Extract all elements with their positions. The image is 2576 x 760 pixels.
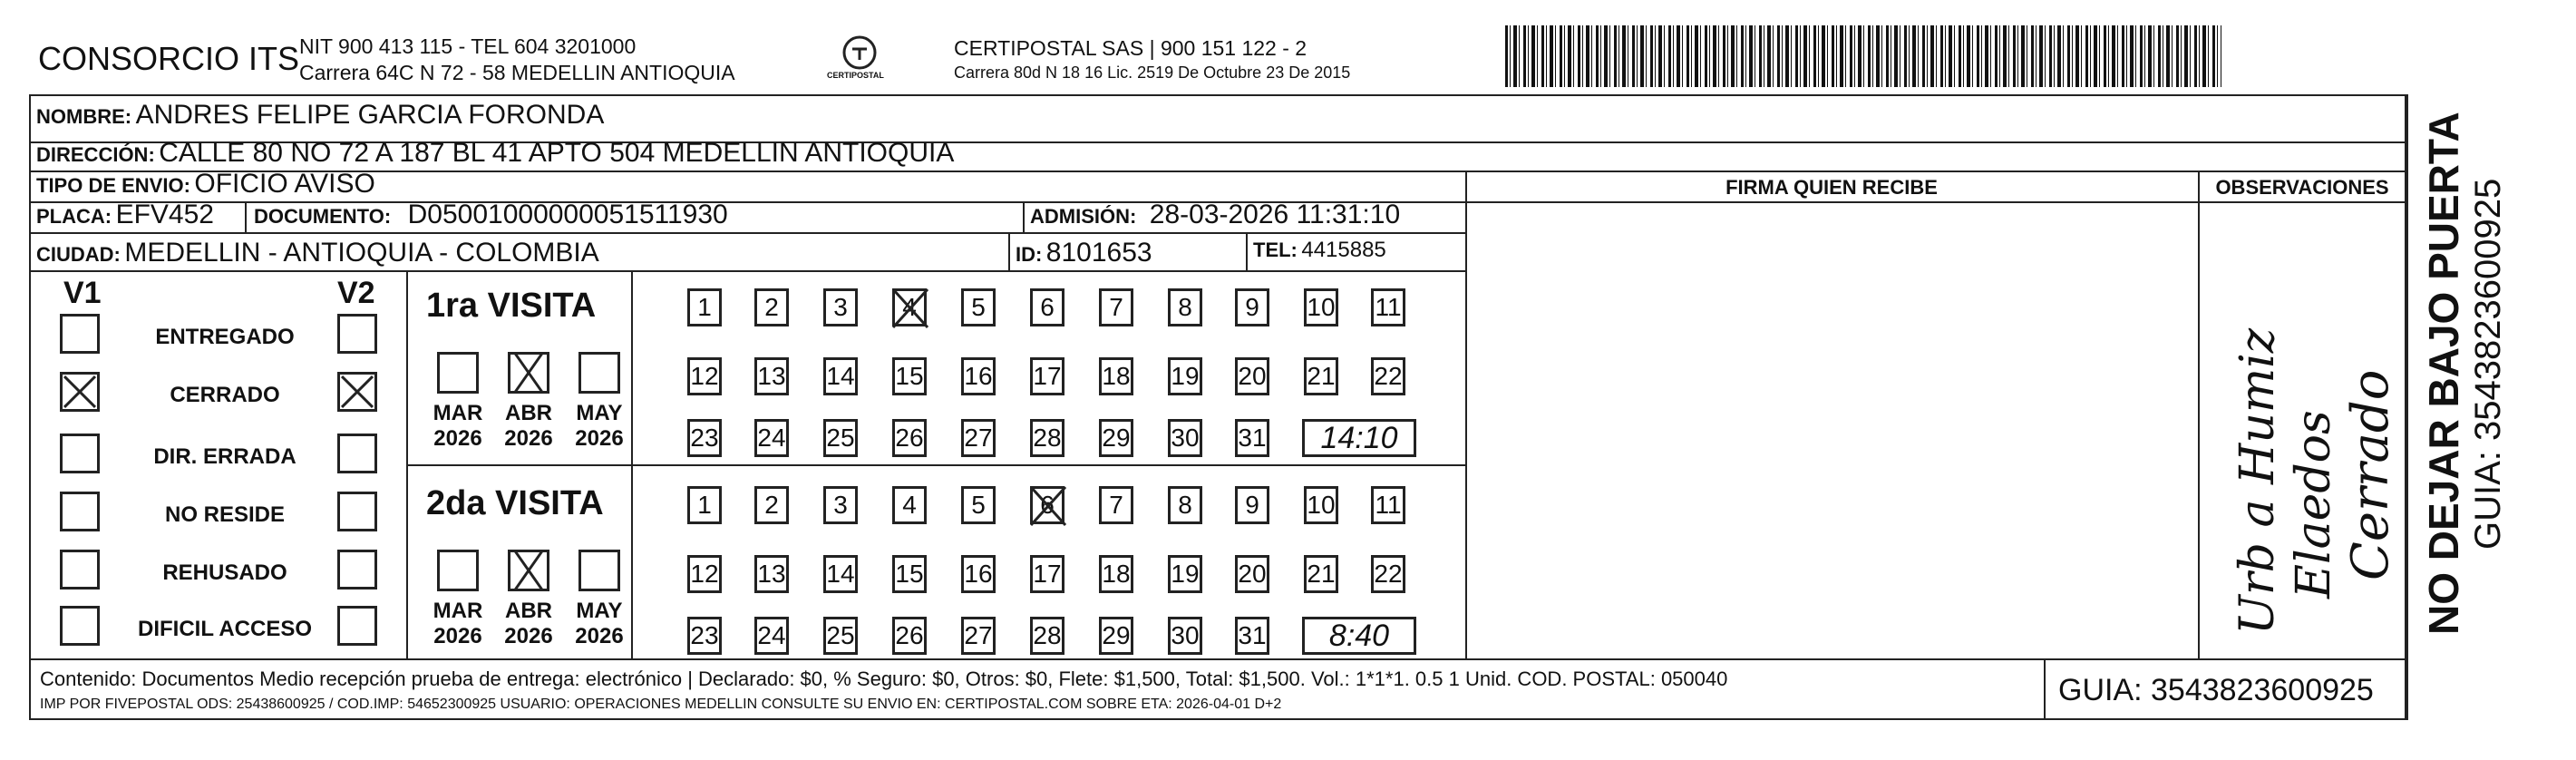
v1-checkbox[interactable] [60,492,100,531]
tel-row [1253,238,1386,263]
placa-row [36,200,214,230]
month-label: MAY [576,599,623,623]
status-label: REHUSADO [162,560,287,585]
day-number: 8 [1178,491,1192,519]
v2-checkbox[interactable] [337,550,377,589]
day-number: 18 [1102,560,1131,588]
status-label: ENTREGADO [155,325,295,349]
v2-checkbox[interactable] [337,492,377,531]
status-label: NO RESIDE [164,502,286,527]
admision-value: 28-03-2026 11:31:10 [1149,200,1401,229]
v1-checkbox[interactable] [60,606,100,646]
day-number: 24 [757,621,786,649]
company-name: CONSORCIO ITS [38,40,300,77]
tipo-value: OFICIO AVISO [194,169,375,199]
day-box[interactable] [892,357,927,395]
day-box[interactable] [1099,555,1133,593]
nombre-label: NOMBRE: [36,105,132,128]
v2-checkbox[interactable] [337,314,377,354]
day-box[interactable] [961,486,996,524]
day-box[interactable] [1168,357,1202,395]
day-number: 1 [697,491,712,519]
month-checkbox[interactable] [578,352,620,394]
day-number: 16 [964,560,993,588]
day-box[interactable] [687,555,722,593]
direccion-row [36,138,954,169]
day-box[interactable] [1235,555,1269,593]
status-label: CERRADO [170,383,280,407]
day-box[interactable] [1168,617,1202,655]
day-box[interactable] [1235,288,1269,326]
day-box[interactable] [1168,486,1202,524]
day-number: 3 [833,491,848,519]
day-box[interactable] [687,288,722,326]
observacion-line-2: Elaedos [2287,410,2341,599]
month-label: MAY [576,401,623,425]
footer-contenido: Contenido: Documentos Medio recepción prueba de entrega: electrónico | Declarado: $0, % Seguro: $0, Otros: $0, Flete: $1,500, Total: $1,500. Vol.: 1*1*1. 0.5 1 Unid. COD. POSTAL: 050040 [40,667,1728,690]
day-number: 5 [971,491,986,519]
day-box[interactable] [823,555,858,593]
day-number: 28 [1033,621,1062,649]
day-box[interactable] [1030,617,1064,655]
documento-row [254,200,728,230]
day-number: 14 [826,560,855,588]
day-number: 1 [697,293,712,321]
day-number: 6 [1040,491,1055,519]
day-box[interactable] [1304,486,1338,524]
day-box[interactable] [687,357,722,395]
day-box[interactable] [823,357,858,395]
day-box[interactable] [754,555,789,593]
day-box[interactable] [892,419,927,457]
day-number: 20 [1238,560,1267,588]
day-number: 25 [826,424,855,452]
day-box[interactable] [1168,555,1202,593]
certipostal-logo [827,33,887,87]
day-box[interactable] [1304,357,1338,395]
day-box[interactable] [961,357,996,395]
day-number: 20 [1238,362,1267,390]
day-box[interactable] [961,617,996,655]
day-number: 9 [1245,491,1259,519]
day-number: 19 [1171,362,1200,390]
day-box[interactable] [1235,357,1269,395]
id-label: ID: [1016,243,1043,266]
no-dejar-warning: NO DEJAR BAJO PUERTA [2420,112,2467,635]
day-number: 17 [1033,362,1062,390]
day-number: 11 [1375,491,1402,519]
month-checkbox[interactable] [437,352,479,394]
barcode [1505,25,2221,87]
day-box[interactable] [1371,357,1405,395]
day-number: 24 [757,424,786,452]
day-number: 12 [690,362,719,390]
documento-value: D05001000000051511930 [407,200,728,229]
day-box[interactable] [1168,419,1202,457]
day-number: 26 [895,621,924,649]
day-box[interactable] [754,419,789,457]
day-box[interactable] [823,288,858,326]
carrier-line: CERTIPOSTAL SAS | 900 151 122 - 2 [954,36,1307,60]
day-box[interactable] [1030,357,1064,395]
observacion-line-3: Cerrado [2341,369,2400,580]
day-number: 27 [964,621,993,649]
year-label: 2026 [504,624,553,648]
day-box[interactable] [1099,357,1133,395]
day-box[interactable] [1235,419,1269,457]
ciudad-row [36,238,599,268]
day-number: 9 [1245,293,1259,321]
day-number: 14 [826,362,855,390]
day-number: 25 [826,621,855,649]
day-box[interactable] [961,555,996,593]
day-box[interactable] [1304,555,1338,593]
placa-label: PLACA: [36,205,112,228]
placa-value: EFV452 [115,200,214,229]
month-checkbox[interactable] [578,550,620,591]
day-box[interactable] [687,617,722,655]
day-box[interactable] [1030,555,1064,593]
day-number: 29 [1102,621,1131,649]
day-number: 10 [1307,293,1336,321]
ciudad-label: CIUDAD: [36,243,121,266]
admision-label: ADMISIÓN: [1030,205,1137,228]
day-cross-mark [888,284,933,333]
day-number: 16 [964,362,993,390]
day-box[interactable] [1371,486,1405,524]
day-number: 2 [764,293,779,321]
day-number: 22 [1374,560,1403,588]
day-box[interactable] [754,288,789,326]
day-number: 21 [1307,560,1336,588]
ciudad-value: MEDELLIN - ANTIOQUIA - COLOMBIA [124,238,599,268]
day-number: 4 [902,293,917,321]
day-number: 7 [1109,293,1123,321]
v1-checkbox[interactable] [60,550,100,589]
day-box[interactable] [892,555,927,593]
day-number: 17 [1033,560,1062,588]
day-box[interactable] [823,617,858,655]
direccion-label: DIRECCIÓN: [36,143,155,166]
v2-checkbox[interactable] [337,372,377,412]
status-label: DIR. ERRADA [153,444,296,469]
month-checkbox[interactable] [437,550,479,591]
visit-title: 1ra VISITA [426,287,597,325]
day-box[interactable] [961,288,996,326]
day-number: 26 [895,424,924,452]
tel-value: 4415885 [1301,238,1386,262]
day-box[interactable] [1099,617,1133,655]
admision-row [1030,200,1400,230]
month-checkbox[interactable] [508,550,549,591]
day-box[interactable] [1235,617,1269,655]
year-label: 2026 [433,426,482,451]
day-number: 23 [690,621,719,649]
direccion-value: CALLE 80 NO 72 A 187 BL 41 APTO 504 MEDELLIN ANTIOQUIA [159,138,955,168]
day-number: 31 [1238,424,1267,452]
day-box[interactable] [1099,288,1133,326]
v2-header: V2 [337,276,375,310]
status-label: DIFICIL ACCESO [137,617,312,641]
day-box[interactable] [1030,486,1064,524]
logo-text: CERTIPOSTAL [827,71,884,80]
v1-checkbox[interactable] [60,314,100,354]
day-number: 31 [1238,621,1267,649]
observaciones-header: OBSERVACIONES [2215,176,2389,199]
day-number: 15 [895,560,924,588]
nombre-value: ANDRES FELIPE GARCIA FORONDA [135,100,605,130]
v1-checkbox[interactable] [60,434,100,473]
firma-header: FIRMA QUIEN RECIBE [1725,176,1938,199]
day-number: 28 [1033,424,1062,452]
day-cross-mark [1026,482,1071,531]
day-number: 2 [764,491,779,519]
nombre-row [36,100,604,131]
day-number: 4 [902,491,917,519]
day-number: 8 [1178,293,1192,321]
nit-line: NIT 900 413 115 - TEL 604 3201000 [299,34,637,58]
day-box[interactable] [1030,288,1064,326]
day-box[interactable] [687,419,722,457]
observacion-line-1: Urb a Humiz [2231,327,2285,635]
carrier-address: Carrera 80d N 18 16 Lic. 2519 De Octubre 23 De 2015 [954,63,1351,82]
day-box[interactable] [823,486,858,524]
id-value: 8101653 [1045,238,1152,268]
id-row [1016,238,1152,268]
day-number: 12 [690,560,719,588]
day-number: 13 [757,560,786,588]
day-box[interactable] [892,288,927,326]
day-number: 29 [1102,424,1131,452]
year-label: 2026 [575,426,624,451]
footer-guia: GUIA: 3543823600925 [2058,673,2374,707]
day-number: 6 [1040,293,1055,321]
day-number: 30 [1171,424,1200,452]
month-label: ABR [505,599,552,623]
month-label: ABR [505,401,552,425]
day-box[interactable] [754,357,789,395]
day-number: 23 [690,424,719,452]
v1-checkbox[interactable] [60,372,100,412]
day-box[interactable] [892,617,927,655]
month-label: MAR [433,401,483,425]
visit-time: 8:40 [1328,619,1390,653]
day-box[interactable] [1371,555,1405,593]
v1-header: V1 [63,276,102,310]
day-number: 11 [1375,293,1402,321]
tipo-row [36,169,375,200]
month-checkbox[interactable] [508,352,549,394]
day-box[interactable] [961,419,996,457]
day-number: 13 [757,362,786,390]
day-box[interactable] [1304,288,1338,326]
company-address: Carrera 64C N 72 - 58 MEDELLIN ANTIOQUIA [299,61,735,84]
day-number: 18 [1102,362,1131,390]
visit-time: 14:10 [1320,421,1398,455]
day-number: 3 [833,293,848,321]
v2-checkbox[interactable] [337,434,377,473]
documento-label: DOCUMENTO: [254,205,392,228]
side-guia: GUIA: 3543823600925 [2468,178,2508,550]
day-box[interactable] [1030,419,1064,457]
day-number: 30 [1171,621,1200,649]
day-box[interactable] [1168,288,1202,326]
day-number: 10 [1307,491,1336,519]
day-box[interactable] [754,486,789,524]
month-label: MAR [433,599,483,623]
tel-label: TEL: [1253,239,1298,261]
day-number: 15 [895,362,924,390]
day-box[interactable] [1235,486,1269,524]
time-box[interactable] [1302,419,1416,457]
tipo-label: TIPO DE ENVIO: [36,174,190,197]
day-number: 22 [1374,362,1403,390]
day-box[interactable] [823,419,858,457]
day-number: 7 [1109,491,1123,519]
day-box[interactable] [687,486,722,524]
visit-title: 2da VISITA [426,484,604,522]
day-box[interactable] [892,486,927,524]
year-label: 2026 [575,624,624,648]
time-box[interactable] [1302,617,1416,655]
day-number: 5 [971,293,986,321]
day-box[interactable] [1099,419,1133,457]
day-box[interactable] [1371,288,1405,326]
day-number: 19 [1171,560,1200,588]
year-label: 2026 [433,624,482,648]
day-number: 21 [1307,362,1336,390]
year-label: 2026 [504,426,553,451]
day-box[interactable] [1099,486,1133,524]
day-number: 27 [964,424,993,452]
day-box[interactable] [754,617,789,655]
footer-imp: IMP POR FIVEPOSTAL ODS: 25438600925 / COD.IMP: 54652300925 USUARIO: OPERACIONES MEDELLIN CONSULTE SU ENVIO EN: CERTIPOSTAL.COM SOBRE ETA: 2026-04-01 D+2 [40,697,1282,712]
v2-checkbox[interactable] [337,606,377,646]
